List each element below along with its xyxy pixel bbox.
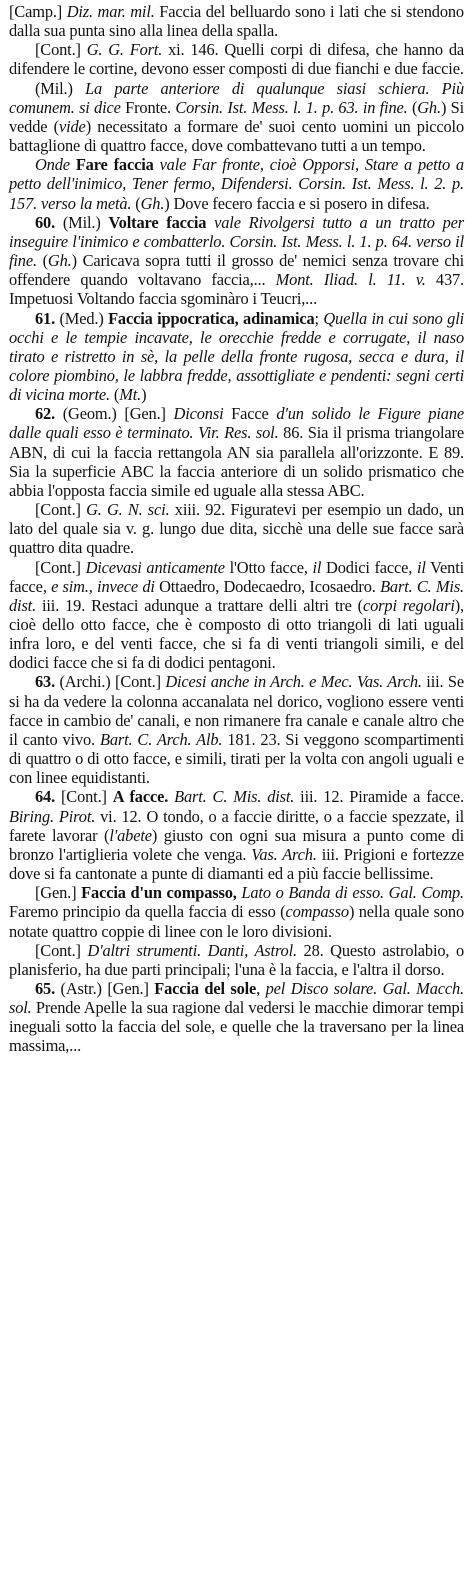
italic-text: pel Disco solare. Gal. Macch. sol. xyxy=(9,978,464,1018)
italic-text: G. G. N. sci. xyxy=(86,500,170,520)
italic-text: , e sim., invece di xyxy=(42,576,155,596)
headword: 62. xyxy=(35,404,63,424)
headword: Faccia d'un compasso, xyxy=(81,883,242,903)
headword: 61. xyxy=(35,308,60,328)
italic-text: G. G. Fort. xyxy=(86,40,163,60)
entry-text: Facce xyxy=(223,404,277,424)
entry-text: ) necessitato a formare de' suoi cento uomini un piccolo battaglione di quattro facce, dove combattevano tutti a un tempo. xyxy=(9,116,464,156)
dictionary-entry xyxy=(9,404,464,500)
entry-text: (Geom.) [Gen.] xyxy=(62,404,174,424)
dictionary-entry xyxy=(9,213,464,309)
headword: Fare faccia xyxy=(69,155,160,175)
italic-text: Quella in cui sono gli occhi e le tempie incavate, le orecchie fredde e corrugate, il naso tirato e ristretto in sè, la pelle della fronte rugosa, secca e dura, il colore piombino, le labbra fredde, assottigliate e pendenti: segni certi di vicina morte. xyxy=(9,308,464,405)
entry-text: iii. Prigioni e fortezze dove si fa cantonate a punte di diamanti ed a più faccie bellissime. xyxy=(9,844,464,884)
dictionary-entry xyxy=(9,155,464,212)
italic-text: vale Far fronte, cioè Opporsi, Stare a petto a petto dell'inimico, Tener fermo, Difendersi. Corsin. Ist. Mess. l. 2. p. 157. verso la metà. xyxy=(9,155,464,213)
entry-text: [Cont.] xyxy=(35,500,87,520)
headword: Voltare faccia xyxy=(108,212,215,232)
italic-text: Diconsi xyxy=(173,404,224,424)
entry-text: vi. 12. O tondo, o a faccie diritte, o a faccie spezzate, il farete lavorar ( xyxy=(9,806,464,845)
entry-text: Ottaedro, Dodecaedro, Icosaedro. xyxy=(154,576,381,596)
italic-text: corpi regolari xyxy=(363,595,455,615)
italic-text: , il xyxy=(408,557,426,577)
dictionary-entry xyxy=(9,558,464,673)
entry-text: (Med.) xyxy=(59,308,109,328)
headword: 64. xyxy=(35,787,61,807)
entry-text: ) Dove fecero faccia e si posero in difesa. xyxy=(164,193,430,213)
entry-text: [Gen.] xyxy=(35,883,82,903)
italic-text: Gh. xyxy=(417,97,441,117)
entry-text: [Camp.] xyxy=(9,2,67,21)
dictionary-entry xyxy=(9,309,464,405)
headword: Faccia del sole xyxy=(154,978,257,998)
entry-text: (Mil.) xyxy=(62,212,109,232)
entry-text: Prende Apelle la sua ragione dal vedersi le macchie dimorar tempi ineguali sotto la faccia del sole, e quelle che la traversano per la linea massima,... xyxy=(9,998,464,1056)
entry-text: Venti facce xyxy=(9,557,465,596)
entry-text: iii. Se si ha da vedere la colonna accanalata nel dorico, vogliono essere venti facce in cambio de' canali, e non rimanere fra canale e canale altro che il canto vivo. xyxy=(9,672,464,749)
italic-text: d'un solido le Figure piane dalle quali esso è terminato. Vir. Res. sol. xyxy=(9,404,464,443)
italic-text: Gh. xyxy=(140,193,165,213)
entry-text: Dodici facce xyxy=(321,557,409,577)
headword: 60. xyxy=(35,212,63,232)
entry-text: ( xyxy=(109,385,120,405)
entry-text: 181. 23. Si veggono scompartimenti di quattro o di otto facce, e simili, tirati per la volta con angoli uguali e con linee equidistanti. xyxy=(9,729,464,788)
entry-text: Faccia del belluardo sono i lati che si stendono dalla sua punta sino alla linea della spalla. xyxy=(9,2,464,41)
italic-text: , il xyxy=(303,557,322,577)
italic-text: Corsin. Ist. Mess. l. 1. p. 63. in fine. xyxy=(175,97,408,117)
dictionary-entry xyxy=(9,787,464,883)
entry-text: l'Otto facce xyxy=(224,557,304,577)
italic-text: Bart. C. Mis. dist. xyxy=(9,576,464,615)
italic-text: vale Rivolgersi tutto a un tratto per inseguire l'inimico e combatterlo. Corsin. Ist. Mess. l. 1. p. 64. verso il fine. xyxy=(9,212,465,271)
entry-text: ( xyxy=(131,193,141,213)
headword: A facce. xyxy=(112,787,175,807)
italic-text: Dicevasi anticamente xyxy=(85,557,225,577)
italic-text: Gh. xyxy=(47,251,72,271)
headword: 63. xyxy=(35,672,60,692)
entry-text: ), cioè dello otto facce, che è composto di otto triangoli di lati uguali infra loro, e del venti facce, che si fa di venti triangoli simili, e del dodici facce che si fa di dodici pentagoni. xyxy=(9,595,464,673)
italic-text: D'altri strumenti. Danti, Astrol. xyxy=(87,940,297,960)
dictionary-entry xyxy=(9,979,464,1056)
entry-text: xi. 146. Quelli corpi di difesa, che hanno da difendere le cortine, devono esser composti di due fianchi e due faccie. xyxy=(9,40,464,79)
italic-text: vide xyxy=(58,116,86,136)
italic-text: Mont. Iliad. l. 11. v. xyxy=(275,270,426,290)
dictionary-entry xyxy=(9,500,464,557)
headword: 65. xyxy=(35,978,61,998)
entry-text: xiii. 92. Figuratevi per esempio un dado, un lato del quale sia v. g. lungo due dita, sicchè una delle sue facce sarà quattro dita quadre. xyxy=(9,500,465,558)
italic-text: Bart. C. Mis. dist. xyxy=(174,787,295,807)
dictionary-entry xyxy=(9,2,464,40)
entry-text: ( xyxy=(36,251,48,271)
italic-text: Bart. C. Arch. Alb. xyxy=(99,729,223,749)
entry-text: [Cont.] xyxy=(60,787,113,807)
entry-text: ; xyxy=(314,308,324,328)
entry-text: ) xyxy=(141,385,147,405)
italic-text: Diz. mar. mil. xyxy=(66,2,155,21)
entry-text: (Archi.) [Cont.] xyxy=(59,672,166,692)
italic-text: Vas. Arch. xyxy=(251,844,317,864)
italic-text: Dicesi anche in Arch. e Mec. Vas. Arch. xyxy=(165,672,422,692)
entry-text: (Mil.) xyxy=(35,78,86,98)
entry-text: [Cont.] xyxy=(35,940,88,960)
entry-text: iii. 12. Piramide a facce. xyxy=(294,787,464,807)
entry-text: (Astr.) [Gen.] xyxy=(60,978,155,998)
entry-text: 86. Sia il prisma triangolare ABN, di cui la faccia rettangola AN sia parallela all'orizzonte. E 89. Sia la superficie ABC la faccia anteriore di un solido prismatico che abbia l'opposta faccia simile ed uguale alla stessa ABC. xyxy=(9,423,464,500)
entry-text: [Cont.] xyxy=(35,557,86,577)
entry-text: ) giusto con ogni sua misura a punto come di bronzo l'artiglieria volete che venga. xyxy=(9,825,464,864)
entry-text: ( xyxy=(407,97,418,117)
entry-text: ) Si vedde ( xyxy=(9,97,464,136)
dictionary-entry xyxy=(9,672,464,787)
entry-text: iii. 19. Restaci adunque a trattare delli altri tre ( xyxy=(36,595,363,615)
entry-text: [Cont.] xyxy=(35,40,87,60)
italic-text: Lato o Banda di esso. Gal. Comp. xyxy=(241,883,464,903)
entry-text: ) nella quale sono notate quattro coppie di linee con le loro divisioni. xyxy=(9,902,464,941)
italic-text: Mt. xyxy=(119,385,142,405)
entry-text: Faremo principio da quella faccia di esso ( xyxy=(9,902,286,922)
italic-text: l'abete xyxy=(109,825,152,845)
italic-text: Biring. Pirot. xyxy=(9,806,96,826)
italic-text: La parte anteriore di qualunque siasi schiera. Più comunem. si dice xyxy=(9,78,464,117)
dictionary-entry xyxy=(9,941,464,979)
italic-text: Onde xyxy=(35,155,70,175)
dictionary-entry xyxy=(9,79,464,156)
entry-text: ) Caricava sopra tutti il grosso de' nemici senza trovare chi offendere quando voltavano faccia,... xyxy=(9,251,464,290)
dictionary-entry xyxy=(9,40,464,78)
entry-text: , xyxy=(256,978,266,998)
dictionary-entry xyxy=(9,883,464,940)
entry-text: 28. Questo astrolabio, o planisferio, ha due parti principali; l'una è la faccia, e l'altra il dorso. xyxy=(9,940,464,979)
headword: Faccia ippocratica, adinamica xyxy=(108,308,315,328)
italic-text: compasso xyxy=(285,902,349,922)
entry-text: Fronte. xyxy=(120,97,176,117)
entry-text: 437. Impetuosi Voltando faccia sgominàro i Teucri,... xyxy=(9,270,464,309)
